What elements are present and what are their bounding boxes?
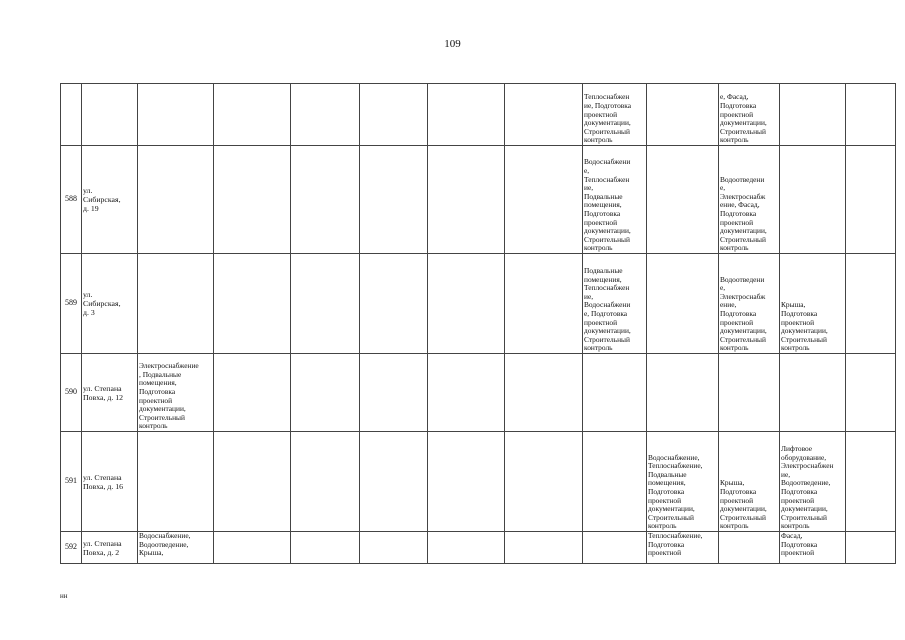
work-type-cell: Фасад, Подготовка проектной: [780, 532, 846, 564]
work-type-cell: [214, 532, 291, 564]
work-type-cell: [214, 432, 291, 532]
work-type-cell: [428, 254, 505, 354]
work-type-cell: [647, 84, 719, 146]
table-row: [61, 84, 896, 146]
work-type-cell: [719, 532, 780, 564]
address-cell: ул. Степана Повха, д. 12: [82, 354, 138, 432]
work-type-cell: [428, 354, 505, 432]
table-row: [61, 254, 896, 354]
work-type-cell: Теплоснабжение, Подготовка проектной: [647, 532, 719, 564]
work-type-cell: [428, 146, 505, 254]
work-type-cell: [291, 432, 360, 532]
address-cell: ул. Сибирская, д. 19: [82, 146, 138, 254]
repair-schedule-table: [60, 83, 896, 564]
work-type-cell: [719, 354, 780, 432]
work-type-cell: [291, 254, 360, 354]
work-type-cell: [138, 146, 214, 254]
work-type-cell: [505, 354, 583, 432]
address-cell: ул. Сибирская, д. 3: [82, 254, 138, 354]
work-type-cell: Водоотведени е, Электроснабж ение, Фасад, Подготовка проектной документации, Строительный контроль: [719, 146, 780, 254]
work-type-cell: [505, 432, 583, 532]
address-cell: ул. Степана Повха, д. 16: [82, 432, 138, 532]
table-row: [61, 354, 896, 432]
row-number: 592: [61, 532, 82, 564]
work-type-cell: [647, 354, 719, 432]
work-type-cell: [583, 432, 647, 532]
work-type-cell: Водоснабжение, Водоотведение, Крыша,: [138, 532, 214, 564]
work-type-cell: Электроснабжение , Подвальные помещения, Подготовка проектной документации, Строительный контроль: [138, 354, 214, 432]
work-type-cell: [846, 532, 896, 564]
work-type-cell: Водоснабжение, Теплоснабжение, Подвальные помещения, Подготовка проектной документации, Строительный контроль: [647, 432, 719, 532]
work-type-cell: [428, 84, 505, 146]
work-type-cell: [583, 354, 647, 432]
work-type-cell: [360, 432, 428, 532]
work-type-cell: [291, 354, 360, 432]
work-type-cell: Лифтовое оборудование, Электроснабжен ие, Водоотведение, Подготовка проектной документации, Строительный контроль: [780, 432, 846, 532]
footer-mark: нн: [60, 592, 68, 600]
work-type-cell: [846, 432, 896, 532]
table-row: [61, 146, 896, 254]
row-number: 589: [61, 254, 82, 354]
work-type-cell: Теплоснабжен ие, Подготовка проектной документации, Строительный контроль: [583, 84, 647, 146]
work-type-cell: [846, 146, 896, 254]
work-type-cell: [780, 354, 846, 432]
work-type-cell: [583, 532, 647, 564]
work-type-cell: [360, 532, 428, 564]
work-type-cell: [214, 254, 291, 354]
work-type-cell: е, Фасад, Подготовка проектной документации, Строительный контроль: [719, 84, 780, 146]
work-type-cell: [138, 432, 214, 532]
work-type-cell: [360, 254, 428, 354]
work-type-cell: [138, 254, 214, 354]
row-number: 588: [61, 146, 82, 254]
work-type-cell: [291, 146, 360, 254]
work-type-cell: Водоотведени е, Электроснабж ение, Подготовка проектной документации, Строительный контроль: [719, 254, 780, 354]
table-row: [61, 432, 896, 532]
work-type-cell: [291, 84, 360, 146]
table-row: [61, 532, 896, 564]
work-type-cell: Крыша, Подготовка проектной документации, Строительный контроль: [780, 254, 846, 354]
work-type-cell: [360, 354, 428, 432]
work-type-cell: [647, 254, 719, 354]
work-type-cell: [360, 84, 428, 146]
work-type-cell: [846, 84, 896, 146]
address-cell: [82, 84, 138, 146]
work-type-cell: [291, 532, 360, 564]
work-type-cell: [214, 354, 291, 432]
work-type-cell: [214, 146, 291, 254]
row-number: 590: [61, 354, 82, 432]
row-number: 591: [61, 432, 82, 532]
work-type-cell: Водоснабжени е, Теплоснабжен ие, Подвальные помещения, Подготовка проектной документации, Строительный контроль: [583, 146, 647, 254]
work-type-cell: [360, 146, 428, 254]
work-type-cell: [505, 84, 583, 146]
work-type-cell: [780, 146, 846, 254]
work-type-cell: [428, 432, 505, 532]
work-type-cell: [505, 532, 583, 564]
work-type-cell: [214, 84, 291, 146]
work-type-cell: [846, 254, 896, 354]
work-type-cell: Подвальные помещения, Теплоснабжен ие, Водоснабжени е, Подготовка проектной документации, Строительный контроль: [583, 254, 647, 354]
work-type-cell: [505, 146, 583, 254]
work-type-cell: [780, 84, 846, 146]
work-type-cell: [505, 254, 583, 354]
work-type-cell: [647, 146, 719, 254]
work-type-cell: [138, 84, 214, 146]
row-number: [61, 84, 82, 146]
work-type-cell: [846, 354, 896, 432]
page-number: 109: [444, 38, 461, 50]
work-type-cell: Крыша, Подготовка проектной документации, Строительный контроль: [719, 432, 780, 532]
address-cell: ул. Степана Повха, д. 2: [82, 532, 138, 564]
work-type-cell: [428, 532, 505, 564]
